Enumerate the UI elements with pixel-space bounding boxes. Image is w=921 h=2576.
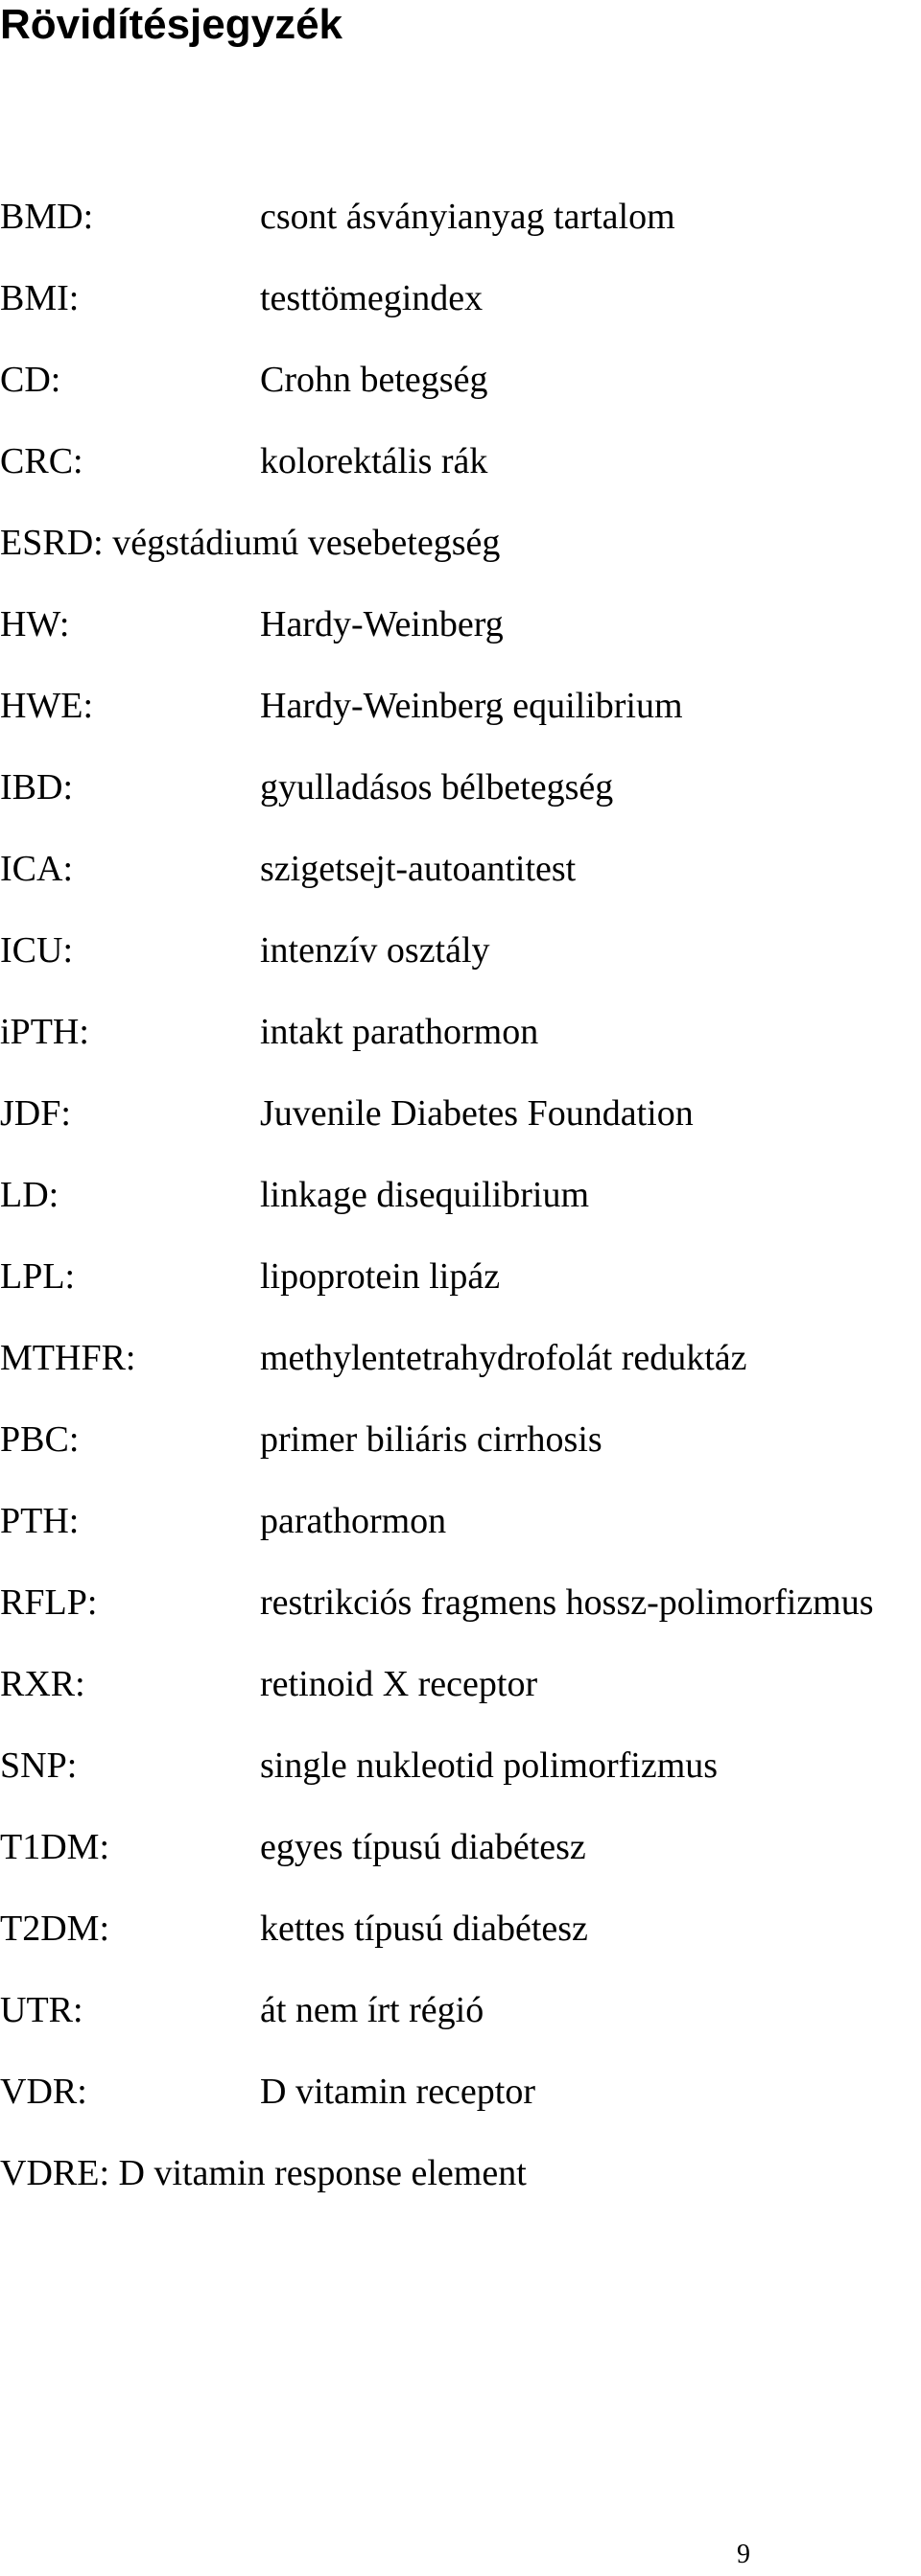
abbreviation-entry — [0, 1900, 921, 1957]
abbreviation: PTH: — [0, 1501, 80, 1541]
abbreviation: SNP: — [0, 1745, 78, 1786]
abbreviation: CRC: — [0, 441, 83, 481]
abbreviation-entry — [0, 269, 921, 327]
abbreviation: T1DM: — [0, 1827, 109, 1867]
definition: gyulladásos bélbetegség — [260, 767, 614, 808]
definition: intenzív osztály — [260, 930, 490, 971]
abbreviation-entry — [0, 1737, 921, 1794]
definition: Hardy-Weinberg equilibrium — [260, 686, 683, 726]
definition: kettes típusú diabétesz — [260, 1909, 588, 1949]
definition: Crohn betegség — [260, 360, 488, 400]
definition: át nem írt régió — [260, 1990, 484, 2030]
page-title: Rövidítésjegyzék — [0, 1, 343, 48]
abbreviation-entry — [0, 596, 921, 653]
abbreviation: HWE: — [0, 686, 94, 726]
abbreviation: VDRE: — [0, 2153, 119, 2193]
abbreviation: ESRD: — [0, 523, 113, 563]
abbreviation: IBD: — [0, 767, 73, 808]
abbreviation-entry — [0, 1655, 921, 1713]
abbreviation-entry — [0, 1818, 921, 1876]
definition: single nukleotid polimorfizmus — [260, 1745, 719, 1786]
abbreviation-entry — [0, 1248, 921, 1305]
abbreviation: RXR: — [0, 1664, 85, 1704]
definition: Juvenile Diabetes Foundation — [260, 1093, 694, 1134]
abbreviation: VDR: — [0, 2072, 87, 2112]
definition: parathormon — [260, 1501, 447, 1541]
definition: egyes típusú diabétesz — [260, 1827, 586, 1867]
abbreviation: LD: — [0, 1175, 59, 1215]
page-number: 9 — [737, 2540, 750, 2569]
abbreviation: HW: — [0, 604, 70, 644]
definition: D vitamin response element — [118, 2153, 527, 2193]
abbreviation-entry — [0, 2063, 921, 2120]
abbreviation-entry — [0, 1003, 921, 1061]
abbreviation: CD: — [0, 360, 61, 400]
abbreviation-entry — [0, 514, 921, 572]
abbreviation-entry — [0, 1411, 921, 1468]
abbreviation: LPL: — [0, 1256, 76, 1297]
abbreviation-entry — [0, 351, 921, 409]
abbreviation: RFLP: — [0, 1582, 98, 1623]
abbreviation-entry — [0, 1492, 921, 1550]
abbreviation: PBC: — [0, 1419, 80, 1460]
definition: restrikciós fragmens hossz-polimorfizmus — [260, 1582, 874, 1623]
definition: kolorektális rák — [260, 441, 488, 481]
definition: végstádiumú vesebetegség — [112, 523, 501, 563]
abbreviation-entry — [0, 1329, 921, 1387]
abbreviation: BMD: — [0, 197, 94, 237]
abbreviation-entry — [0, 188, 921, 246]
definition: csont ásványianyag tartalom — [260, 197, 675, 237]
definition: lipoprotein lipáz — [260, 1256, 501, 1297]
abbreviation: UTR: — [0, 1990, 83, 2030]
abbreviation-entry — [0, 1085, 921, 1142]
abbreviation-entry — [0, 1166, 921, 1224]
abbreviation-entry — [0, 1981, 921, 2039]
definition: linkage disequilibrium — [260, 1175, 590, 1215]
definition: testtömegindex — [260, 278, 484, 318]
definition: methylentetrahydrofolát reduktáz — [260, 1338, 747, 1378]
abbreviation-entry — [0, 759, 921, 816]
abbreviation-entry — [0, 433, 921, 490]
abbreviation: JDF: — [0, 1093, 71, 1134]
definition: primer biliáris cirrhosis — [260, 1419, 602, 1460]
definition: retinoid X receptor — [260, 1664, 538, 1704]
abbreviation: BMI: — [0, 278, 80, 318]
abbreviation-entry — [0, 922, 921, 979]
abbreviation-entry — [0, 677, 921, 735]
abbreviation: iPTH: — [0, 1012, 89, 1052]
abbreviation: ICU: — [0, 930, 73, 971]
abbreviation: MTHFR: — [0, 1338, 136, 1378]
definition: intakt parathormon — [260, 1012, 539, 1052]
abbreviation-entry — [0, 2144, 921, 2202]
definition: szigetsejt-autoantitest — [260, 849, 577, 889]
definition: Hardy-Weinberg — [260, 604, 504, 644]
abbreviation-entry — [0, 1574, 921, 1631]
abbreviation: ICA: — [0, 849, 73, 889]
definition: D vitamin receptor — [260, 2072, 536, 2112]
abbreviation: T2DM: — [0, 1909, 109, 1949]
abbreviation-entry — [0, 840, 921, 898]
